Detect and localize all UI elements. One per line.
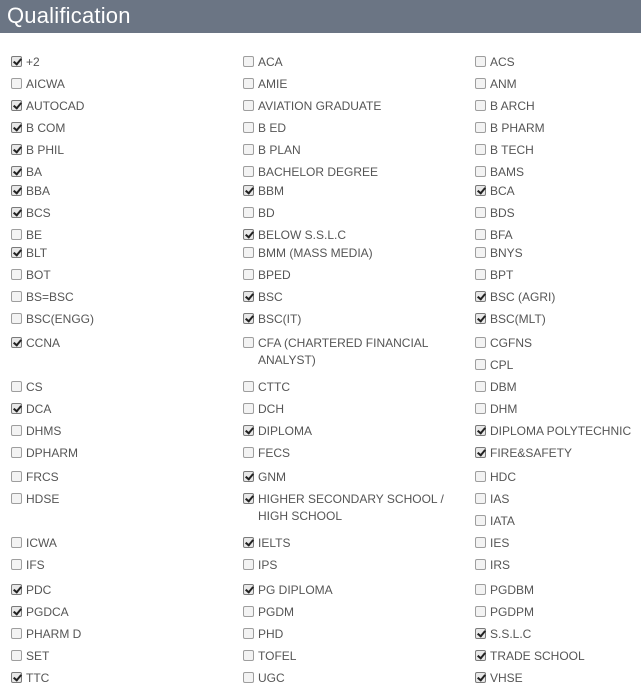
option-label: VHSE	[490, 671, 523, 685]
checkbox[interactable]	[475, 471, 486, 482]
option-bachelor-degree[interactable]	[243, 164, 378, 181]
option-label: BAMS	[490, 165, 525, 179]
option-b-com[interactable]	[11, 120, 65, 137]
checkbox[interactable]	[11, 122, 22, 133]
checkbox[interactable]	[475, 166, 486, 177]
option-label: BSC (AGRI)	[490, 290, 556, 304]
option-set[interactable]	[11, 648, 49, 665]
option-pharm-d[interactable]	[11, 626, 81, 643]
option-ifs[interactable]	[11, 557, 45, 574]
option-label: UGC	[258, 671, 285, 685]
option-label: FRCS	[26, 470, 59, 484]
checkbox[interactable]	[475, 247, 486, 258]
checkbox[interactable]	[11, 381, 22, 392]
checkbox[interactable]	[243, 229, 254, 240]
option-hdc[interactable]	[475, 469, 516, 486]
option-label: B PLAN	[258, 143, 301, 157]
option-label: ACA	[258, 55, 283, 69]
checkbox[interactable]	[243, 537, 254, 548]
checkbox[interactable]	[243, 471, 254, 482]
option-bcs[interactable]	[11, 205, 51, 222]
option-label: IPS	[258, 558, 278, 572]
option-label: CTTC	[258, 380, 290, 394]
option-label: GNM	[258, 470, 286, 484]
checkbox[interactable]	[243, 291, 254, 302]
option-label: BSC(IT)	[258, 312, 302, 326]
checkbox[interactable]	[11, 269, 22, 280]
option-label: HDSE	[26, 492, 60, 506]
checkbox[interactable]	[243, 122, 254, 133]
checkbox[interactable]	[475, 628, 486, 639]
option-label: B PHIL	[26, 143, 65, 157]
checkbox[interactable]	[475, 359, 486, 370]
option-iata[interactable]	[475, 513, 515, 530]
option-label: BPED	[258, 268, 291, 282]
checkbox[interactable]	[243, 313, 254, 324]
checkbox[interactable]	[11, 537, 22, 548]
option-bmm-mass-media[interactable]	[243, 245, 373, 262]
option-diploma-polytechnic[interactable]	[475, 423, 631, 440]
option-bd[interactable]	[243, 205, 275, 222]
option-vhse[interactable]	[475, 670, 523, 687]
option-label: B PHARM	[490, 121, 545, 135]
option-label: TTC	[26, 671, 50, 685]
option-bba[interactable]	[11, 183, 50, 200]
checkbox[interactable]	[11, 471, 22, 482]
checkbox[interactable]	[243, 559, 254, 570]
checkbox[interactable]	[11, 403, 22, 414]
option-label: DPHARM	[26, 446, 79, 460]
checkbox[interactable]	[11, 559, 22, 570]
option-fire-safety[interactable]	[475, 445, 572, 462]
checkbox[interactable]	[243, 78, 254, 89]
option-label: AUTOCAD	[26, 99, 85, 113]
checkbox[interactable]	[11, 229, 22, 240]
checkbox[interactable]	[475, 144, 486, 155]
checkbox[interactable]	[11, 56, 22, 67]
checkbox[interactable]	[243, 337, 254, 348]
option-label: CS	[26, 380, 43, 394]
option-pdc[interactable]	[11, 582, 51, 599]
option-bpt[interactable]	[475, 267, 513, 284]
qualification-checkbox-panel	[0, 33, 641, 688]
option-label: BMM (MASS MEDIA)	[258, 246, 373, 260]
checkbox[interactable]	[11, 166, 22, 177]
option-label: AMIE	[258, 77, 288, 91]
option-label: PHD	[258, 627, 284, 641]
checkbox[interactable]	[475, 559, 486, 570]
checkbox[interactable]	[11, 247, 22, 258]
checkbox[interactable]	[243, 269, 254, 280]
checkbox[interactable]	[11, 628, 22, 639]
checkbox[interactable]	[243, 56, 254, 67]
option-label: DBM	[490, 380, 517, 394]
option-dhms[interactable]	[11, 423, 61, 440]
option-be[interactable]	[11, 227, 42, 244]
checkbox[interactable]	[11, 313, 22, 324]
checkbox[interactable]	[475, 403, 486, 414]
option-pgdpm[interactable]	[475, 604, 534, 621]
option-label: S.S.L.C	[490, 627, 532, 641]
checkbox[interactable]	[475, 78, 486, 89]
option-label: BD	[258, 206, 275, 220]
option-bsc-mlt[interactable]	[475, 311, 546, 328]
checkbox[interactable]	[11, 185, 22, 196]
option-pg-diploma[interactable]	[243, 582, 333, 599]
checkbox[interactable]	[11, 291, 22, 302]
option-diploma[interactable]	[243, 423, 312, 440]
option-label: BPT	[490, 268, 514, 282]
checkbox[interactable]	[475, 122, 486, 133]
option-label: DIPLOMA POLYTECHNIC	[490, 424, 632, 438]
option-label: BBM	[258, 184, 285, 198]
option-ies[interactable]	[475, 535, 509, 552]
option-label: IAS	[490, 492, 510, 506]
option-ips[interactable]	[243, 557, 277, 574]
checkbox[interactable]	[243, 447, 254, 458]
option-bca[interactable]	[475, 183, 515, 200]
option-cgfns[interactable]	[475, 335, 532, 352]
option-label: ICWA	[26, 536, 57, 550]
option-label: HDC	[490, 470, 516, 484]
option-label: DCH	[258, 402, 284, 416]
option-dca[interactable]	[11, 401, 51, 418]
option-cttc[interactable]	[243, 379, 290, 396]
option-label: BDS	[490, 206, 515, 220]
option-acs[interactable]	[475, 54, 515, 71]
option-fecs[interactable]	[243, 445, 290, 462]
option-ccna[interactable]	[11, 335, 60, 352]
option-label: IRS	[490, 558, 511, 572]
option-label: BNYS	[490, 246, 523, 260]
option-label: DIPLOMA	[258, 424, 313, 438]
checkbox[interactable]	[243, 584, 254, 595]
option-tofel[interactable]	[243, 648, 296, 665]
option-label: +2	[26, 55, 40, 69]
option-dhm[interactable]	[475, 401, 517, 418]
option-pgdm[interactable]	[243, 604, 294, 621]
option-label: FIRE&SAFETY	[490, 446, 573, 460]
option-label: PHARM D	[26, 627, 82, 641]
option-label: HIGHER SECONDARY SCHOOL / HIGH SCHOOL	[258, 492, 444, 523]
checkbox[interactable]	[11, 337, 22, 348]
option-bsc[interactable]	[243, 289, 283, 306]
checkbox[interactable]	[475, 672, 486, 683]
option-higher-secondary-school-high-school[interactable]	[243, 491, 473, 525]
option-label: BS=BSC	[26, 290, 74, 304]
checkbox[interactable]	[11, 606, 22, 617]
checkbox[interactable]	[243, 381, 254, 392]
checkbox[interactable]	[475, 100, 486, 111]
option-label: IFS	[26, 558, 45, 572]
option-label: FECS	[258, 446, 291, 460]
checkbox[interactable]	[11, 100, 22, 111]
option-label: TRADE SCHOOL	[490, 649, 585, 663]
option-label: BSC	[258, 290, 283, 304]
checkbox[interactable]	[475, 337, 486, 348]
option-dpharm[interactable]	[11, 445, 78, 462]
checkbox[interactable]	[11, 672, 22, 683]
option-ba[interactable]	[11, 164, 42, 181]
checkbox[interactable]	[475, 584, 486, 595]
checkbox[interactable]	[243, 672, 254, 683]
checkbox[interactable]	[243, 144, 254, 155]
checkbox[interactable]	[11, 425, 22, 436]
option-b-arch[interactable]	[475, 98, 535, 115]
option-label: DCA	[26, 402, 52, 416]
option-label: BELOW S.S.L.C	[258, 228, 347, 242]
option-bsc-engg[interactable]	[11, 311, 94, 328]
option-b-pharm[interactable]	[475, 120, 545, 137]
option-amie[interactable]	[243, 76, 287, 93]
checkbox[interactable]	[475, 291, 486, 302]
checkbox[interactable]	[475, 447, 486, 458]
option-trade-school[interactable]	[475, 648, 585, 665]
checkbox[interactable]	[475, 493, 486, 504]
option-label: AVIATION GRADUATE	[258, 99, 382, 113]
option-bs-bsc[interactable]	[11, 289, 74, 306]
checkbox[interactable]	[475, 650, 486, 661]
checkbox[interactable]	[11, 207, 22, 218]
option-label: SET	[26, 649, 50, 663]
option-label: PG DIPLOMA	[258, 583, 333, 597]
option-ielts[interactable]	[243, 535, 290, 552]
checkbox[interactable]	[11, 144, 22, 155]
option-anm[interactable]	[475, 76, 517, 93]
option-aca[interactable]	[243, 54, 283, 71]
option-label: CCNA	[26, 336, 61, 350]
option-cfa-chartered-financial-analyst[interactable]	[243, 335, 473, 369]
option-label: BSC(ENGG)	[26, 312, 95, 326]
option-label: DHM	[490, 402, 518, 416]
option-aviation-graduate[interactable]	[243, 98, 381, 115]
option-bams[interactable]	[475, 164, 524, 181]
option-label: PDC	[26, 583, 52, 597]
option-pgdca[interactable]	[11, 604, 69, 621]
option-gnm[interactable]	[243, 469, 286, 486]
option-dbm[interactable]	[475, 379, 517, 396]
option-label: BCS	[26, 206, 51, 220]
option-label: ANM	[490, 77, 517, 91]
option-label: PGDBM	[490, 583, 535, 597]
option-label: IATA	[490, 514, 515, 528]
option-bbm[interactable]	[243, 183, 284, 200]
option-label: B COM	[26, 121, 66, 135]
option-label: BA	[26, 165, 43, 179]
option-label: PGDCA	[26, 605, 69, 619]
option-label: BLT	[26, 246, 48, 260]
option-ttc[interactable]	[11, 670, 49, 687]
checkbox[interactable]	[243, 166, 254, 177]
option-label: BFA	[490, 228, 513, 242]
checkbox[interactable]	[11, 493, 22, 504]
option-autocad[interactable]	[11, 98, 84, 115]
option-blt[interactable]	[11, 245, 47, 262]
section-header	[0, 0, 641, 33]
checkbox[interactable]	[475, 207, 486, 218]
option-frcs[interactable]	[11, 469, 59, 486]
checkbox[interactable]	[475, 269, 486, 280]
option-cpl[interactable]	[475, 357, 513, 374]
option-bsc-it[interactable]	[243, 311, 301, 328]
option-label: B ARCH	[490, 99, 535, 113]
checkbox[interactable]	[11, 650, 22, 661]
checkbox[interactable]	[243, 185, 254, 196]
option-label: BOT	[26, 268, 51, 282]
checkbox[interactable]	[475, 515, 486, 526]
option-label: IELTS	[258, 536, 291, 550]
checkbox[interactable]	[243, 493, 254, 504]
checkbox[interactable]	[475, 185, 486, 196]
checkbox[interactable]	[243, 628, 254, 639]
option-b-ed[interactable]	[243, 120, 286, 137]
option-label: AICWA	[26, 77, 65, 91]
option-label: IES	[490, 536, 510, 550]
checkbox[interactable]	[243, 100, 254, 111]
option-b-plan[interactable]	[243, 142, 301, 159]
checkbox[interactable]	[475, 313, 486, 324]
checkbox[interactable]	[475, 56, 486, 67]
checkbox[interactable]	[475, 381, 486, 392]
option-below-s-s-l-c[interactable]	[243, 227, 346, 244]
checkbox[interactable]	[475, 425, 486, 436]
checkbox[interactable]	[475, 606, 486, 617]
option-label: PGDM	[258, 605, 294, 619]
option-ias[interactable]	[475, 491, 509, 508]
checkbox[interactable]	[243, 247, 254, 258]
option-cs[interactable]	[11, 379, 43, 396]
checkbox[interactable]	[243, 207, 254, 218]
option-label: BE	[26, 228, 43, 242]
option-label: B TECH	[490, 143, 534, 157]
checkbox[interactable]	[243, 650, 254, 661]
option-label: DHMS	[26, 424, 62, 438]
checkbox[interactable]	[11, 78, 22, 89]
option-phd[interactable]	[243, 626, 283, 643]
option-label: PGDPM	[490, 605, 535, 619]
option-bsc-agri[interactable]	[475, 289, 555, 306]
option-label: BCA	[490, 184, 515, 198]
option-s-s-l-c[interactable]	[475, 626, 531, 643]
option-b-phil[interactable]	[11, 142, 64, 159]
option-bnys[interactable]	[475, 245, 523, 262]
checkbox[interactable]	[243, 403, 254, 414]
option-label: BACHELOR DEGREE	[258, 165, 379, 179]
option-dch[interactable]	[243, 401, 284, 418]
option-hdse[interactable]	[11, 491, 59, 508]
option-label: BSC(MLT)	[490, 312, 546, 326]
option-irs[interactable]	[475, 557, 510, 574]
checkbox[interactable]	[475, 229, 486, 240]
option-label: BBA	[26, 184, 51, 198]
option-aicwa[interactable]	[11, 76, 65, 93]
option-2[interactable]	[11, 54, 40, 71]
option-b-tech[interactable]	[475, 142, 534, 159]
option-label: ACS	[490, 55, 515, 69]
option-label: CGFNS	[490, 336, 532, 350]
checkbox[interactable]	[11, 584, 22, 595]
option-label: CPL	[490, 358, 514, 372]
checkbox[interactable]	[475, 537, 486, 548]
option-pgdbm[interactable]	[475, 582, 534, 599]
option-label: TOFEL	[258, 649, 297, 663]
option-bds[interactable]	[475, 205, 515, 222]
option-bot[interactable]	[11, 267, 51, 284]
option-icwa[interactable]	[11, 535, 57, 552]
option-label: CFA (CHARTERED FINANCIAL ANALYST)	[258, 336, 429, 367]
option-bfa[interactable]	[475, 227, 513, 244]
option-bped[interactable]	[243, 267, 291, 284]
checkbox[interactable]	[11, 447, 22, 458]
section-title: Qualification	[7, 3, 131, 28]
checkbox[interactable]	[243, 425, 254, 436]
option-label: B ED	[258, 121, 287, 135]
checkbox[interactable]	[243, 606, 254, 617]
option-ugc[interactable]	[243, 670, 285, 687]
